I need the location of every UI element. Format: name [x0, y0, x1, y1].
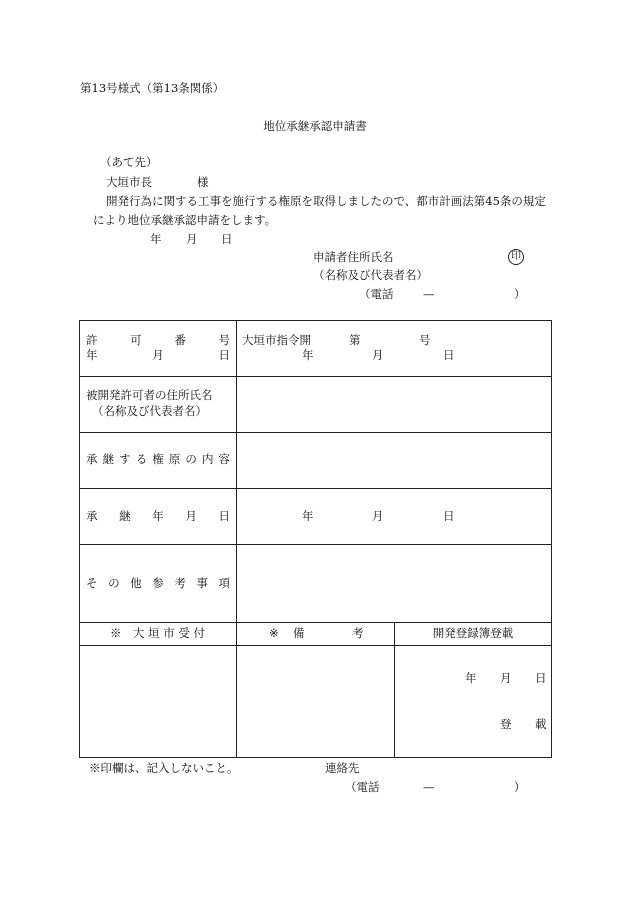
document-title: 地位承継承認申請書 [263, 119, 367, 133]
seal-mark: 印 [508, 249, 524, 265]
registry-year: 年 [465, 671, 477, 685]
permit-dai: 第 [349, 333, 361, 347]
table-divider [79, 622, 552, 623]
table-divider [79, 645, 552, 646]
table-divider [79, 488, 552, 489]
table-divider [79, 432, 552, 433]
body-text-line2: により地位承継承認申請をします。 [93, 213, 277, 227]
table-divider [79, 376, 552, 377]
table-divider [79, 544, 552, 545]
registry-day: 日 [535, 671, 547, 685]
date-day: 日 [221, 232, 233, 246]
permit-value-month: 月 [372, 348, 384, 362]
addressee-honorific: 様 [197, 175, 209, 189]
succession-day: 日 [443, 509, 455, 523]
applicant-address-label: 申請者住所氏名 [313, 250, 394, 264]
permittee-representative-label: （名称及び代表者名） [92, 404, 207, 418]
remarks-mark: ※ [269, 626, 279, 640]
application-table [79, 320, 552, 758]
permit-value-year: 年 [302, 348, 314, 362]
permit-value-day: 日 [443, 348, 455, 362]
reception-header: ※ 大 垣 市 受 付 [109, 626, 206, 640]
contact-phone-open: （電話 [345, 780, 380, 794]
rights-content-label: 承 継 す る 権 原 の 内 容 [86, 452, 230, 466]
addressee-name: 大垣市長 [106, 175, 152, 189]
table-divider [394, 622, 395, 758]
permit-prefix: 大垣市指令開 [242, 333, 311, 347]
contact-phone-close: ） [514, 780, 526, 794]
applicant-representative-label: （名称及び代表者名） [313, 268, 428, 282]
succession-month: 月 [372, 509, 384, 523]
applicant-phone-open: （電話 [359, 287, 394, 301]
date-month: 月 [186, 232, 198, 246]
contact-label: 連絡先 [325, 761, 360, 775]
addressee-heading: （あて先） [100, 155, 158, 169]
registry-header: 開発登録簿登載 [432, 626, 514, 640]
applicant-phone-close: ） [514, 287, 526, 301]
applicant-phone-dash: — [423, 287, 435, 301]
table-divider [236, 320, 237, 758]
remarks-header-a: 備 [293, 626, 305, 640]
permittee-label: 被開発許可者の住所氏名 [86, 388, 213, 402]
succession-date-label: 承 継 年 月 日 [86, 509, 230, 523]
date-year: 年 [150, 232, 162, 246]
permit-go: 号 [419, 333, 431, 347]
body-text-line1: 開発行為に関する工事を施行する権原を取得しましたので、都市計画法第45条の規定 [106, 194, 546, 208]
form-number: 第13号様式（第13条関係） [80, 81, 225, 95]
succession-year: 年 [302, 509, 314, 523]
other-references-label: そ の 他 参 考 事 項 [86, 576, 230, 590]
footer-note: ※印欄は、記入しないこと。 [89, 761, 239, 775]
registry-entry-b: 載 [535, 717, 547, 731]
remarks-header-b: 考 [352, 626, 364, 640]
permit-number-label: 許 可 番 号 [86, 333, 230, 347]
registry-entry-a: 登 [500, 717, 512, 731]
registry-month: 月 [500, 671, 512, 685]
contact-phone-dash: — [423, 780, 435, 794]
permit-date-label: 年 月 日 [86, 348, 230, 362]
